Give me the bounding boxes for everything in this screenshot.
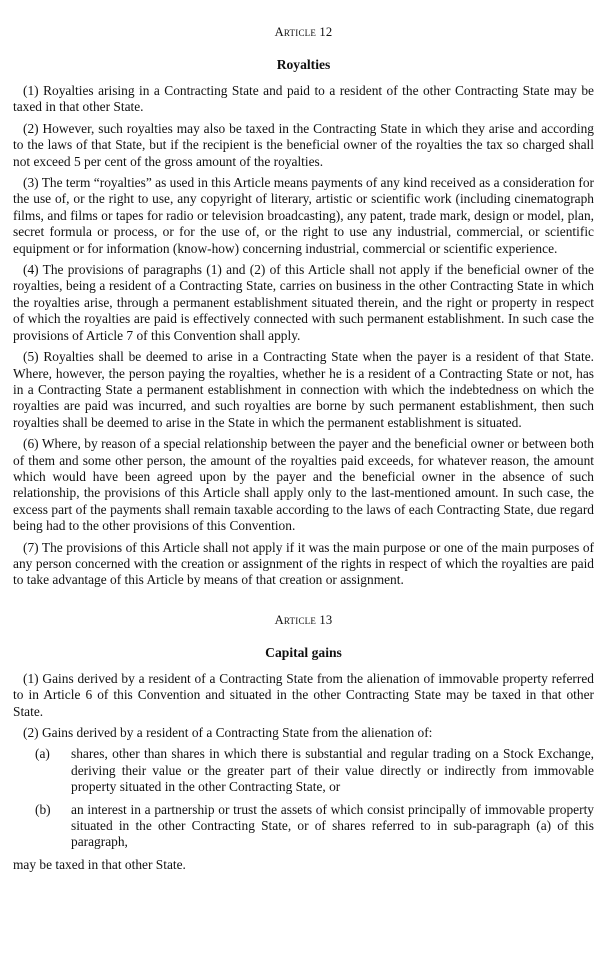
article-12-paragraph-5: (5) Royalties shall be deemed to arise in a Contracting State when the payer is a resident of that State. Where, however, the person paying the royalties, whether he is a resident of a Contracting State or not, has in a Contracting State a permanent establishment in connection with which the indebtedness on which the royalties are paid was incurred, and such royalties are borne by such permanent establishment, then such royalties shall be deemed to arise in the State in which the permanent establishment is situated. [13,349,594,430]
article-13-item-list [13,746,594,850]
article-13-heading: Article 13 [274,612,333,627]
list-item-label: (a) [35,746,50,762]
article-13-paragraph-1: (1) Gains derived by a resident of a Contracting State from the alienation of immovable property referred to in Article 6 of this Convention and situated in the other Contracting State may be taxed in that other State. [13,670,594,719]
article-12-paragraph-2: (2) However, such royalties may also be taxed in the Contracting State in which they arise and according to the laws of that State, but if the recipient is the beneficial owner of the royalties the tax so charged shall not exceed 5 per cent of the gross amount of the royalties. [13,120,594,169]
list-item [13,802,594,851]
article-12-title: Royalties [276,57,331,72]
article-12-paragraph-3: (3) The term “royalties” as used in this Article means payments of any kind received as a consideration for the use of, or the right to use, any copyright of literary, artistic or scientific work (including cinematograph films, and films or tapes for radio or television broadcasting), any patent, trade mark, design or model, plan, secret formula or process, or for the use of, or the right to use any industrial, commercial, or scientific equipment or for information (know-how) concerning industrial, commercial or scientific experience. [13,175,594,256]
list-item-label: (b) [35,801,51,817]
article-13-closing: may be taxed in that other State. [13,856,186,872]
article-12-paragraph-7: (7) The provisions of this Article shall not apply if it was the main purpose or one of the main purposes of any person concerned with the creation or assignment of the rights in respect of which the royalties are paid to take advantage of this Article by means of that creation or assignment. [13,539,594,588]
list-item-text: an interest in a partnership or trust the assets of which consist principally of immovable property situated in the other Contracting State, or of shares referred to in sub-paragraph (a) of this paragraph, [71,801,594,850]
article-12-paragraph-6: (6) Where, by reason of a special relationship between the payer and the beneficial owner or between both of them and some other person, the amount of the royalties paid exceeds, for whatever reason, the amount which would have been agreed upon by the payer and the beneficial owner in the absence of such relationship, the provisions of this Article shall apply only to the last-mentioned amount. In such case, the excess part of the payments shall remain taxable according to the laws of each Contracting State, due regard being had to the other provisions of this Convention. [13,436,594,534]
article-13-title: Capital gains [265,644,342,660]
article-13-paragraph-2: (2) Gains derived by a resident of a Contracting State from the alienation of: [23,725,433,740]
list-item-text: shares, other than shares in which there is substantial and regular trading on a Stock Exchange, deriving their value or the greater part of their value directly or indirectly from immovable property situated in the other Contracting State, or [71,746,594,795]
article-12-paragraph-1: (1) Royalties arising in a Contracting State and paid to a resident of the other Contracting State may be taxed in that other State. [13,83,594,115]
list-item [13,746,594,795]
article-12-paragraph-4: (4) The provisions of paragraphs (1) and (2) of this Article shall not apply if the beneficial owner of the royalties, being a resident of a Contracting State, carries on business in the other Contracting State in which the royalties arise, through a permanent establishment situated therein, and the right or property in respect of which the royalties are paid is effectively connected with such permanent establishment. In such case the provisions of Article 7 of this Convention shall apply. [13,262,594,343]
article-12-heading: Article 12 [274,25,333,39]
